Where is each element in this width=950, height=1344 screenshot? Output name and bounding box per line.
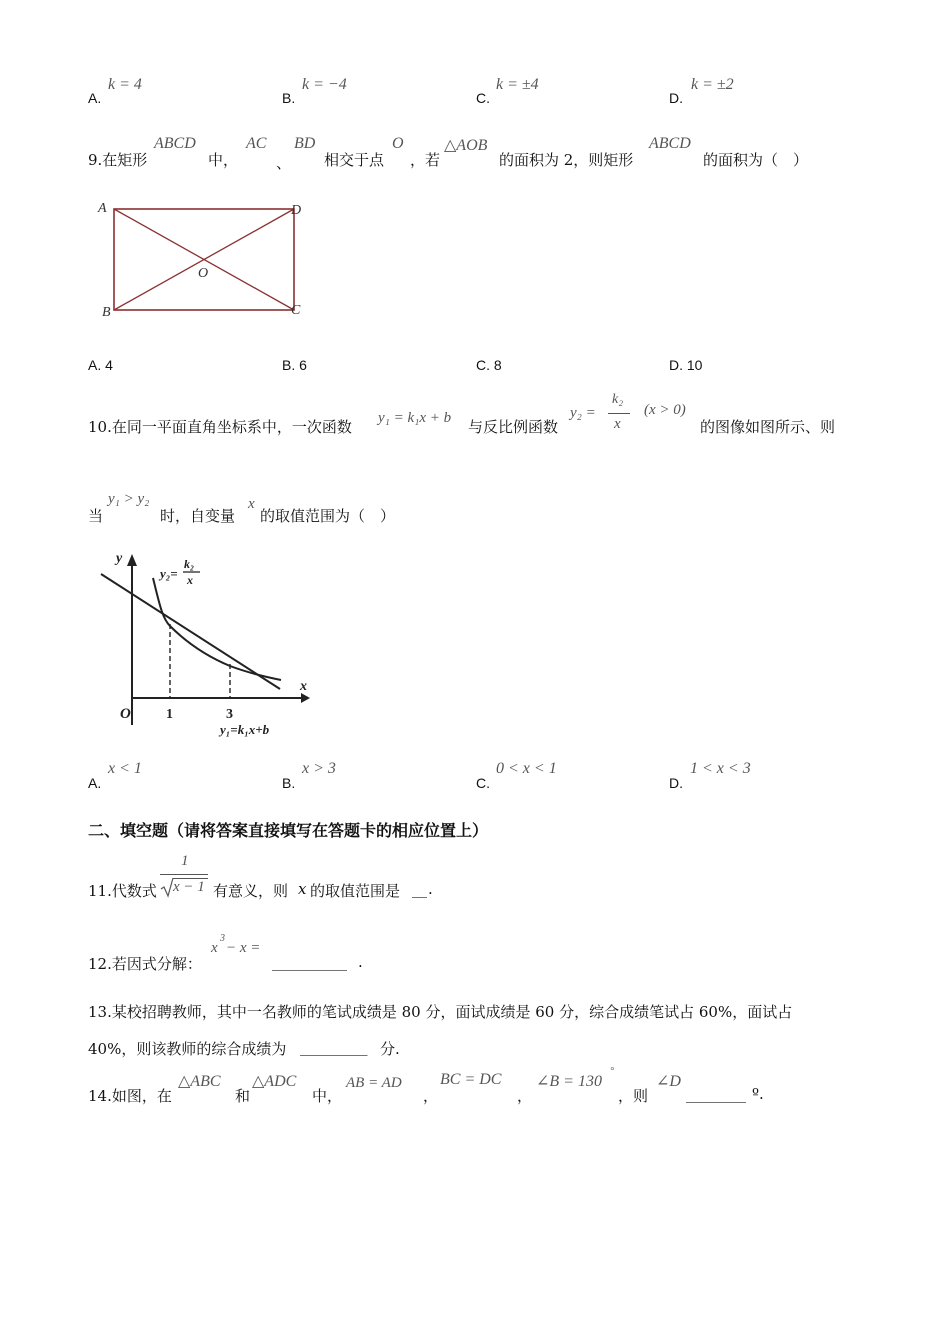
q8-option-d-label: D. (669, 90, 683, 106)
q10-x-denominator: x (614, 416, 621, 432)
q9-dun: 、 (276, 154, 292, 172)
q9-option-b: B. 6 (282, 357, 307, 373)
q8-option-d-expr: k = ±2 (691, 76, 734, 93)
q14-prefix: 14.如图，在 (88, 1087, 172, 1105)
q11-fraction-bar (160, 874, 208, 875)
q9-tri: △AOB (444, 137, 488, 154)
q13-line2-end: 分. (380, 1040, 400, 1058)
q10-line2-tail: 的取值范围为（ ） (260, 507, 396, 525)
q8-option-b-expr: k = −4 (302, 76, 347, 93)
q11-end: . (428, 880, 433, 898)
q9-option-a: A. 4 (88, 357, 113, 373)
q8-option-b-label: B. (282, 90, 296, 106)
vertex-b-label: B (102, 305, 111, 320)
section-2-title: 二、填空题（请将答案直接填写在答题卡的相应位置上） (88, 821, 489, 840)
q13-blank[interactable]: _________ (300, 1038, 368, 1056)
q8-option-c-label: C. (476, 90, 490, 106)
q10-option-b-expr: x > 3 (302, 760, 336, 777)
line-label: y₁=k₁x+b (220, 722, 270, 737)
q10-option-a-label: A. (88, 775, 102, 791)
y-axis-label: y (116, 551, 123, 566)
q14-comma1: ， (423, 1087, 439, 1105)
q14-angle-b: ∠B = 130 (536, 1073, 602, 1090)
q14-degree-sign: ° (610, 1066, 614, 1077)
q9-rect2: ABCD (649, 135, 691, 152)
q11-prefix: 11.代数式 (88, 882, 157, 900)
q9-rect: ABCD (154, 135, 196, 152)
center-o-label: O (198, 266, 209, 281)
q9-xiangjiao: 相交于点 (324, 151, 385, 169)
vertex-c-label: C (291, 303, 301, 318)
curve-label: y₂= (160, 566, 178, 581)
q10-option-c-expr: 0 < x < 1 (496, 760, 557, 777)
linear-function-line (101, 574, 280, 689)
q10-line1-prefix: 10.在同一平面直角坐标系中，一次函数 (88, 418, 352, 436)
q9-tail: 的面积为（ ） (703, 151, 809, 169)
q11-blank[interactable]: __ (412, 880, 427, 898)
q10-condition: (x > 0) (644, 402, 686, 418)
q10-y2: y₂ = (570, 405, 596, 421)
q10-inequality: y₁ > y₂ (108, 491, 150, 507)
x-axis-arrow (301, 693, 310, 703)
q8-option-c-expr: k = ±4 (496, 76, 539, 93)
tick-3-label: 3 (226, 707, 233, 722)
q9-area-text: 的面积为 2，则矩形 (499, 151, 634, 169)
q12-prefix: 12.若因式分解： (88, 955, 202, 973)
q10-option-d-expr: 1 < x < 3 (690, 760, 751, 777)
q11-sqrt-sign (160, 876, 174, 898)
q14-ze: ，则 (618, 1087, 649, 1105)
curve-label-x: x (187, 573, 193, 587)
q9-zhong: 中， (208, 151, 239, 169)
q10-line2-mid: 时，自变量 (160, 507, 236, 525)
q14-end: º. (752, 1085, 764, 1103)
q11-var: x (298, 880, 307, 898)
q10-option-d-label: D. (669, 775, 683, 791)
q14-he: 和 (235, 1087, 251, 1105)
q10-option-c-label: C. (476, 775, 490, 791)
q9-ruo: ，若 (410, 151, 441, 169)
q14-tri1: △ABC (178, 1073, 221, 1090)
q10-mid: 与反比例函数 (468, 418, 559, 436)
q8-option-a-expr: k = 4 (108, 76, 142, 93)
q13-line2-pre: 40%，则该教师的综合成绩为 (88, 1040, 287, 1058)
q10-line1-tail: 的图像如图所示、则 (700, 418, 836, 436)
q13-line1: 13.某校招聘教师，其中一名教师的笔试成绩是 80 分，面试成绩是 60 分，综合成绩笔试占 60%，面试占 (88, 1003, 793, 1021)
q14-eq2: BC = DC (440, 1071, 502, 1088)
q12-blank[interactable]: __________ (272, 953, 347, 971)
q14-blank[interactable]: ________ (686, 1085, 746, 1103)
q9-rectangle-figure (88, 190, 318, 325)
q9-o: O (392, 135, 404, 152)
vertex-a-label: A (98, 201, 107, 216)
q10-linear-func: y₁ = k₁x + b (378, 410, 452, 426)
q12-end: . (358, 953, 363, 971)
q10-option-b-label: B. (282, 775, 296, 791)
q11-numerator: 1 (181, 853, 189, 869)
q14-eq1: AB = AD (346, 1075, 402, 1091)
vertex-d-label: D (291, 203, 302, 218)
q9-ac: AC (246, 135, 267, 152)
q11-tail: 的取值范围是 (310, 882, 401, 900)
q9-option-d: D. 10 (669, 357, 703, 373)
q12-expr-sup: 3 (220, 933, 225, 944)
x-axis-label: x (300, 679, 307, 694)
q9-prefix: 9.在矩形 (88, 151, 148, 169)
q10-fraction-bar (608, 413, 630, 414)
y-axis-arrow (127, 554, 137, 566)
tick-1-label: 1 (166, 707, 173, 722)
q8-option-a-label: A. (88, 90, 102, 106)
q10-k2: k₂ (612, 392, 624, 407)
q14-tri2: △ADC (252, 1073, 297, 1090)
q14-zhong: 中， (312, 1087, 343, 1105)
q9-bd: BD (294, 135, 316, 152)
q14-angle-d: ∠D (656, 1073, 681, 1090)
origin-label: O (120, 706, 131, 722)
q10-option-a-expr: x < 1 (108, 760, 142, 777)
q12-expr-rest: − x = (226, 940, 261, 956)
inverse-function-curve (153, 578, 281, 680)
q14-comma2: ， (517, 1087, 533, 1105)
curve-label-k2: k₂ (184, 557, 195, 571)
q9-option-c: C. 8 (476, 357, 502, 373)
q10-line2-prefix: 当 (88, 507, 104, 525)
q12-expr-x: x (211, 940, 218, 956)
q10-var: x (248, 496, 255, 512)
q10-graph-figure (96, 540, 326, 740)
q11-tail-pre: 有意义，则 (213, 882, 289, 900)
q11-radicand: x − 1 (173, 879, 205, 895)
